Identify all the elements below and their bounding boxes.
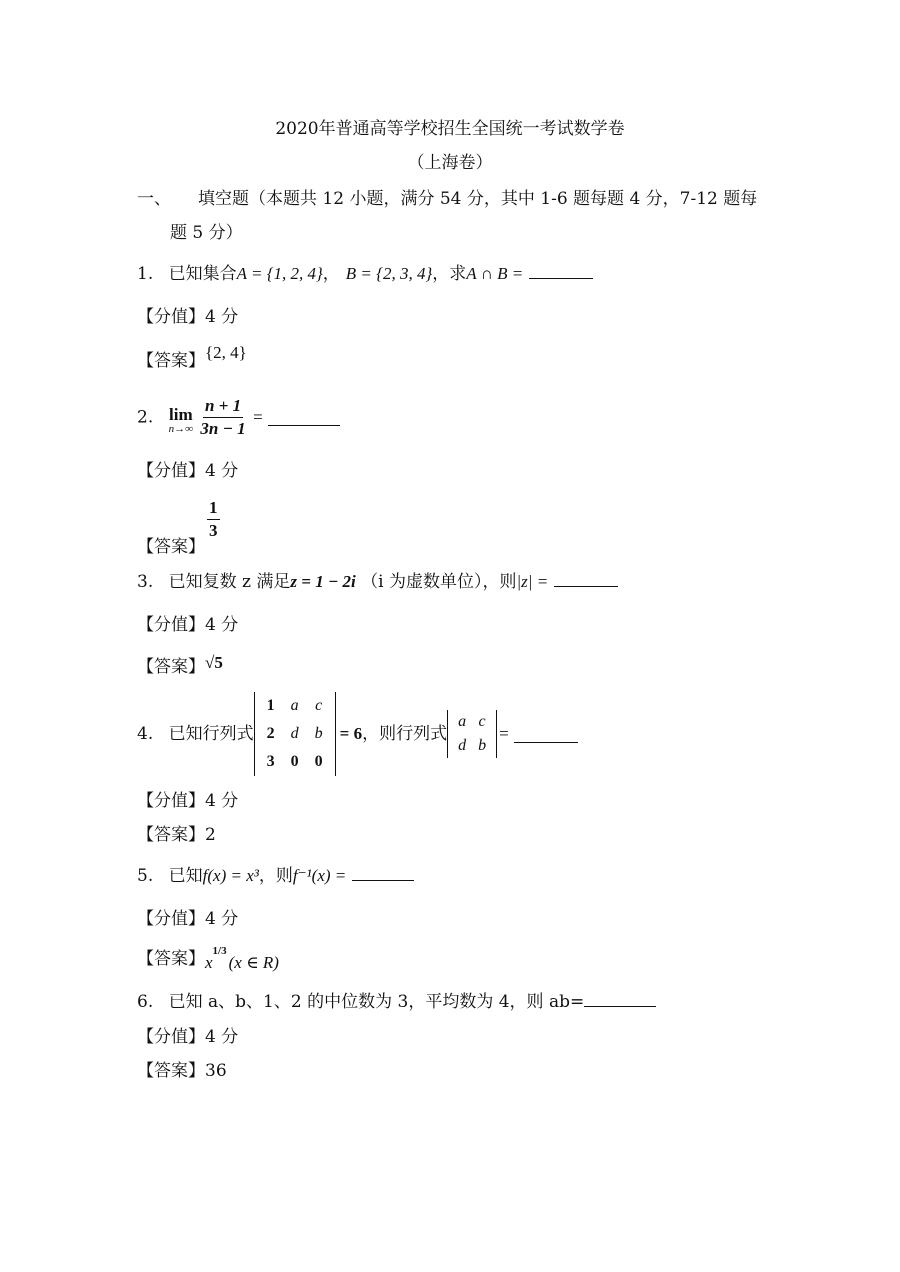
answer-label: 【答案】	[137, 1061, 205, 1081]
answer-blank[interactable]	[584, 990, 656, 1007]
q2-answer	[137, 498, 220, 557]
equals-six: = 6	[339, 724, 363, 743]
answer-base: x	[205, 953, 213, 972]
question-4	[137, 692, 578, 776]
matrix-cell: a	[458, 713, 467, 730]
question-text-2: ，则行列式	[362, 724, 448, 744]
determinant-2x2	[447, 710, 497, 758]
matrix-cell: b	[478, 737, 487, 754]
fraction-denominator: 3n − 1	[200, 419, 246, 438]
matrix-cell: 3	[266, 753, 275, 770]
question-number: 1.	[137, 264, 154, 284]
lim-text: lim	[169, 404, 193, 424]
answer-value: √5	[205, 653, 223, 672]
modulus-expr: |z| =	[516, 572, 549, 591]
fraction-numerator: n + 1	[203, 396, 243, 418]
q6-score: 【分值】4 分	[137, 1027, 239, 1047]
question-text-2: ，则	[258, 866, 293, 886]
set-a: A = {1, 2, 4}	[236, 264, 323, 283]
question-1	[137, 262, 593, 285]
q4-score: 【分值】4 分	[137, 791, 239, 811]
fraction-numerator: 1	[207, 498, 220, 520]
answer-label: 【答案】	[137, 351, 205, 371]
question-text: 已知集合	[168, 264, 237, 284]
determinant-3x3	[254, 692, 336, 776]
equals-sign: =	[499, 724, 509, 743]
limit-fraction	[198, 396, 247, 439]
matrix-cell: c	[478, 713, 486, 730]
question-3	[137, 570, 618, 593]
answer-label: 【答案】	[137, 949, 205, 969]
matrix-cell: 0	[290, 753, 299, 770]
q4-answer	[137, 824, 216, 846]
question-number: 5.	[137, 866, 154, 886]
question-text: 已知 a、b、1、2 的中位数为 3，平均数为 4，则 ab=	[168, 992, 585, 1012]
matrix-cell: c	[315, 697, 323, 714]
answer-label: 【答案】	[137, 825, 205, 845]
question-text: 已知复数 z 满足	[168, 572, 291, 592]
question-number: 2.	[137, 407, 154, 428]
question-text: 已知行列式	[168, 724, 254, 744]
equals-sign: =	[253, 407, 263, 427]
answer-condition: (x ∈ R)	[228, 953, 279, 972]
set-b: B = {2, 3, 4}	[345, 264, 433, 283]
matrix-cell: 2	[266, 725, 275, 742]
matrix-cell: 0	[314, 753, 323, 770]
page-subtitle: （上海卷）	[407, 153, 493, 173]
question-6	[137, 990, 656, 1013]
inverse-expr: f⁻¹(x) =	[292, 866, 347, 885]
fraction-denominator: 3	[209, 521, 218, 540]
section-number: 一、	[137, 189, 171, 209]
answer-blank[interactable]	[529, 262, 593, 279]
question-2	[137, 396, 340, 439]
answer-blank[interactable]	[268, 409, 340, 426]
matrix-cell: d	[290, 725, 299, 742]
separator: ，	[322, 264, 340, 284]
answer-fraction	[207, 498, 220, 541]
section-title-line1: 填空题（本题共 12 小题，满分 54 分，其中 1-6 题每题 4 分，7-12 题每	[198, 189, 758, 209]
matrix-cell: b	[314, 725, 323, 742]
answer-label: 【答案】	[137, 657, 205, 677]
answer-label: 【答案】	[137, 537, 205, 557]
page-title: 2020年普通高等学校招生全国统一考试数学卷	[275, 119, 625, 139]
function-expr: f(x) = x³	[202, 866, 259, 885]
question-text: 已知	[168, 866, 203, 886]
limit-operator	[168, 404, 193, 435]
answer-value: {2, 4}	[205, 343, 247, 362]
answer-blank[interactable]	[554, 570, 618, 587]
q2-score: 【分值】4 分	[137, 461, 239, 481]
question-number: 3.	[137, 572, 154, 592]
answer-exponent: 1/3	[212, 945, 227, 957]
paren-text: （i 为虚数单位），则	[361, 572, 517, 592]
intersection-expr: A ∩ B =	[466, 264, 524, 283]
matrix-cell: a	[290, 697, 299, 714]
q1-score: 【分值】4 分	[137, 307, 239, 327]
q5-score: 【分值】4 分	[137, 909, 239, 929]
ask-text: ，求	[432, 264, 467, 284]
question-5	[137, 864, 414, 887]
q5-answer	[137, 945, 279, 972]
section-title-line2: 题 5 分）	[170, 223, 243, 243]
complex-expr: z = 1 − 2i	[290, 572, 356, 591]
q3-answer	[137, 653, 223, 678]
question-number: 6.	[137, 992, 154, 1012]
matrix-cell: d	[458, 737, 467, 754]
q3-score: 【分值】4 分	[137, 615, 239, 635]
answer-value: 2	[205, 825, 216, 845]
lim-subscript: n→∞	[168, 422, 193, 435]
answer-blank[interactable]	[514, 726, 578, 743]
q6-answer	[137, 1060, 227, 1082]
q1-answer	[137, 343, 247, 372]
matrix-cell: 1	[266, 697, 275, 714]
answer-value: 36	[205, 1061, 227, 1081]
answer-blank[interactable]	[352, 864, 414, 881]
question-number: 4.	[137, 724, 154, 744]
